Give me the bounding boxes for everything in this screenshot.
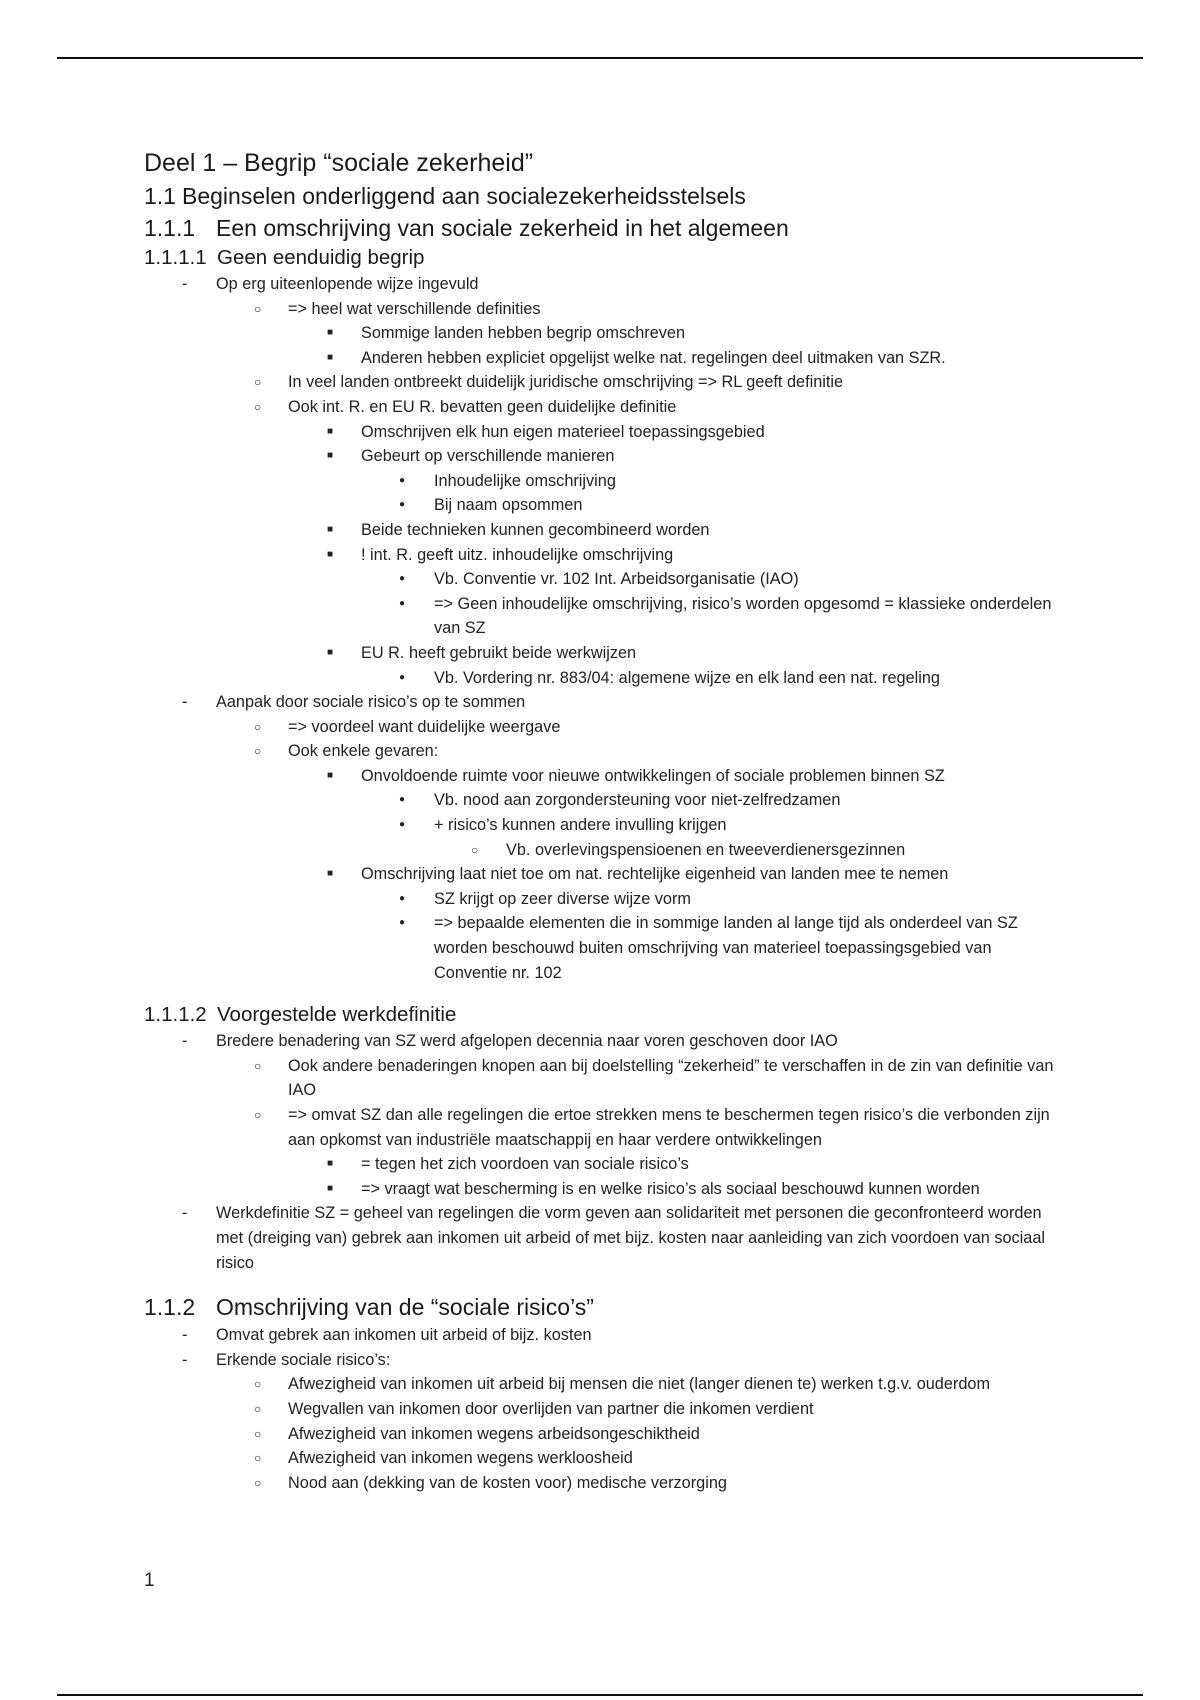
page-number: 1 [144,1570,155,1591]
dash-bullet: - [182,1204,188,1223]
list-item: - Bredere benadering van SZ werd afgelopen decennia naar voren geschoven door IAO [144,1029,1064,1054]
heading-number: 1.1.1 [144,215,196,241]
list-item: ○ => voordeel want duidelijke weergave [144,715,1064,740]
document-page [144,146,1064,1495]
list-item: - Erkende sociale risico’s: [144,1348,1064,1373]
square-bullet: ■ [327,1158,334,1170]
circle-bullet: ○ [254,1108,262,1122]
dash-bullet: - [182,693,188,712]
dot-bullet: ● [399,597,406,609]
heading-text: Omschrijving van de “sociale risico’s” [216,1294,594,1321]
dot-bullet: ● [399,794,406,806]
list-item: ■ Gebeurt op verschillende manieren [144,444,1064,469]
list-item: ● Vb. Conventie vr. 102 Int. Arbeidsorganisatie (IAO) [144,567,1064,592]
list-item: ● + risico’s kunnen andere invulling krijgen [144,813,1064,838]
list-item: ■ Beide technieken kunnen gecombineerd worden [144,518,1064,543]
dash-bullet: - [182,1326,188,1345]
list-item: ○ => heel wat verschillende definities [144,297,1064,322]
square-bullet: ■ [327,646,334,658]
list-item: - Werkdefinitie SZ = geheel van regelingen die vorm geven aan solidariteit met personen die geconfronteerd worden met (dreiging van) gebrek aan inkomen uit arbeid of met bijz. kosten naar aanleiding van zich voordoen van sociaal risico [144,1201,1064,1275]
header-rule [57,57,1143,59]
list-item: - Aanpak door sociale risico’s op te sommen [144,690,1064,715]
dot-bullet: ● [399,474,406,486]
list-item: ■ Anderen hebben expliciet opgelijst welke nat. regelingen deel uitmaken van SZR. [144,346,1064,371]
list-item: ○ Wegvallen van inkomen door overlijden van partner die inkomen verdient [144,1397,1064,1422]
list-item: ● Vb. Vordering nr. 883/04: algemene wijze en elk land een nat. regeling [144,666,1064,691]
dot-bullet: ● [399,499,406,511]
square-bullet: ■ [327,548,334,560]
square-bullet: ■ [327,351,334,363]
heading-text: Voorgestelde werkdefinitie [217,1003,457,1027]
list-item: ○ Vb. overlevingspensioenen en tweeverdienersgezinnen [144,838,1064,863]
square-bullet: ■ [327,327,334,339]
dash-bullet: - [182,1032,188,1051]
heading-1-1 [144,180,1064,212]
heading-1-1-1-1 [144,244,1064,272]
heading-text: Een omschrijving van sociale zekerheid in het algemeen [216,215,789,241]
list-item: ● SZ krijgt op zeer diverse wijze vorm [144,887,1064,912]
dot-bullet: ● [399,917,406,929]
dash-bullet: - [182,1350,188,1369]
circle-bullet: ○ [254,1058,262,1073]
heading-part: Deel 1 – Begrip “sociale zekerheid” [144,149,534,177]
heading-1-1-2 [144,1291,1064,1323]
circle-bullet: ○ [254,719,262,734]
dot-bullet: ● [399,573,406,585]
list-item: ● => Geen inhoudelijke omschrijving, risico’s worden opgesomd = klassieke onderdelen van SZ [144,592,1064,641]
list-item: ● Bij naam opsommen [144,493,1064,518]
dot-bullet: ● [399,671,406,683]
list-item: ■ Omschrijven elk hun eigen materieel toepassingsgebied [144,420,1064,445]
list-item: - Omvat gebrek aan inkomen uit arbeid of bijz. kosten [144,1323,1064,1348]
list-item: ● Vb. nood aan zorgondersteuning voor niet-zelfredzamen [144,788,1064,813]
list-item: ○ Ook enkele gevaren: [144,739,1064,764]
footer-rule [57,1694,1143,1696]
list-item: ■ => vraagt wat bescherming is en welke risico’s als sociaal beschouwd kunnen worden [144,1177,1064,1202]
circle-bullet: ○ [254,1377,262,1392]
heading-number: 1.1.1.1 [144,246,207,269]
circle-bullet: ○ [254,375,262,390]
square-bullet: ■ [327,868,334,880]
list-item: ■ ! int. R. geeft uitz. inhoudelijke omschrijving [144,543,1064,568]
square-bullet: ■ [327,769,334,781]
circle-bullet: ○ [254,1475,262,1490]
list-item: ○ Afwezigheid van inkomen wegens arbeidsongeschiktheid [144,1422,1064,1447]
square-bullet: ■ [327,450,334,462]
circle-bullet: ○ [471,842,479,857]
circle-bullet: ○ [254,1451,262,1466]
heading-text: Beginselen onderliggend aan socialezekerheidsstelsels [182,183,746,209]
heading-1-1-1 [144,212,1064,244]
circle-bullet: ○ [254,301,262,316]
square-bullet: ■ [327,425,334,437]
list-item: ■ Onvoldoende ruimte voor nieuwe ontwikkelingen of sociale problemen binnen SZ [144,764,1064,789]
list-item: ○ Afwezigheid van inkomen wegens werkloosheid [144,1446,1064,1471]
circle-bullet: ○ [254,1401,262,1416]
circle-bullet: ○ [254,1426,262,1441]
list-item: ● Inhoudelijke omschrijving [144,469,1064,494]
list-item: ○ Nood aan (dekking van de kosten voor) medische verzorging [144,1471,1064,1496]
dash-bullet: - [182,275,188,293]
heading-number: 1.1 [144,183,176,209]
list-item: ○ Afwezigheid van inkomen uit arbeid bij mensen die niet (langer dienen te) werken t.g.v. ouderdom [144,1372,1064,1397]
list-item: ○ => omvat SZ dan alle regelingen die ertoe strekken mens te beschermen tegen risico’s die verbonden zijn aan opkomst van industriële maatschappij en haar verdere ontwikkelingen [144,1103,1064,1152]
list-item: ■ EU R. heeft gebruikt beide werkwijzen [144,641,1064,666]
square-bullet: ■ [327,1182,334,1194]
circle-bullet: ○ [254,399,262,414]
heading-1-1-1-2 [144,1001,1064,1029]
list-item: ● => bepaalde elementen die in sommige landen al lange tijd als onderdeel van SZ worden beschouwd buiten omschrijving van materieel toepassingsgebied van Conventie nr. 102 [144,911,1064,985]
heading-number: 1.1.2 [144,1294,196,1321]
dot-bullet: ● [399,819,406,831]
list-item: ■ Sommige landen hebben begrip omschreven [144,321,1064,346]
heading-number: 1.1.1.2 [144,1003,207,1027]
circle-bullet: ○ [254,744,262,759]
list-item: ■ = tegen het zich voordoen van sociale risico’s [144,1152,1064,1177]
dot-bullet: ● [399,892,406,904]
heading-text: Geen eenduidig begrip [217,246,425,269]
list-item: ■ Omschrijving laat niet toe om nat. rechtelijke eigenheid van landen mee te nemen [144,862,1064,887]
list-item: ○ Ook andere benaderingen knopen aan bij doelstelling “zekerheid” te verschaffen in de zin van definitie van IAO [144,1054,1064,1103]
list-item: ○ In veel landen ontbreekt duidelijk juridische omschrijving => RL geeft definitie [144,370,1064,395]
list-item: ○ Ook int. R. en EU R. bevatten geen duidelijke definitie [144,395,1064,420]
square-bullet: ■ [327,523,334,535]
list-item: - Op erg uiteenlopende wijze ingevuld [144,272,1064,297]
